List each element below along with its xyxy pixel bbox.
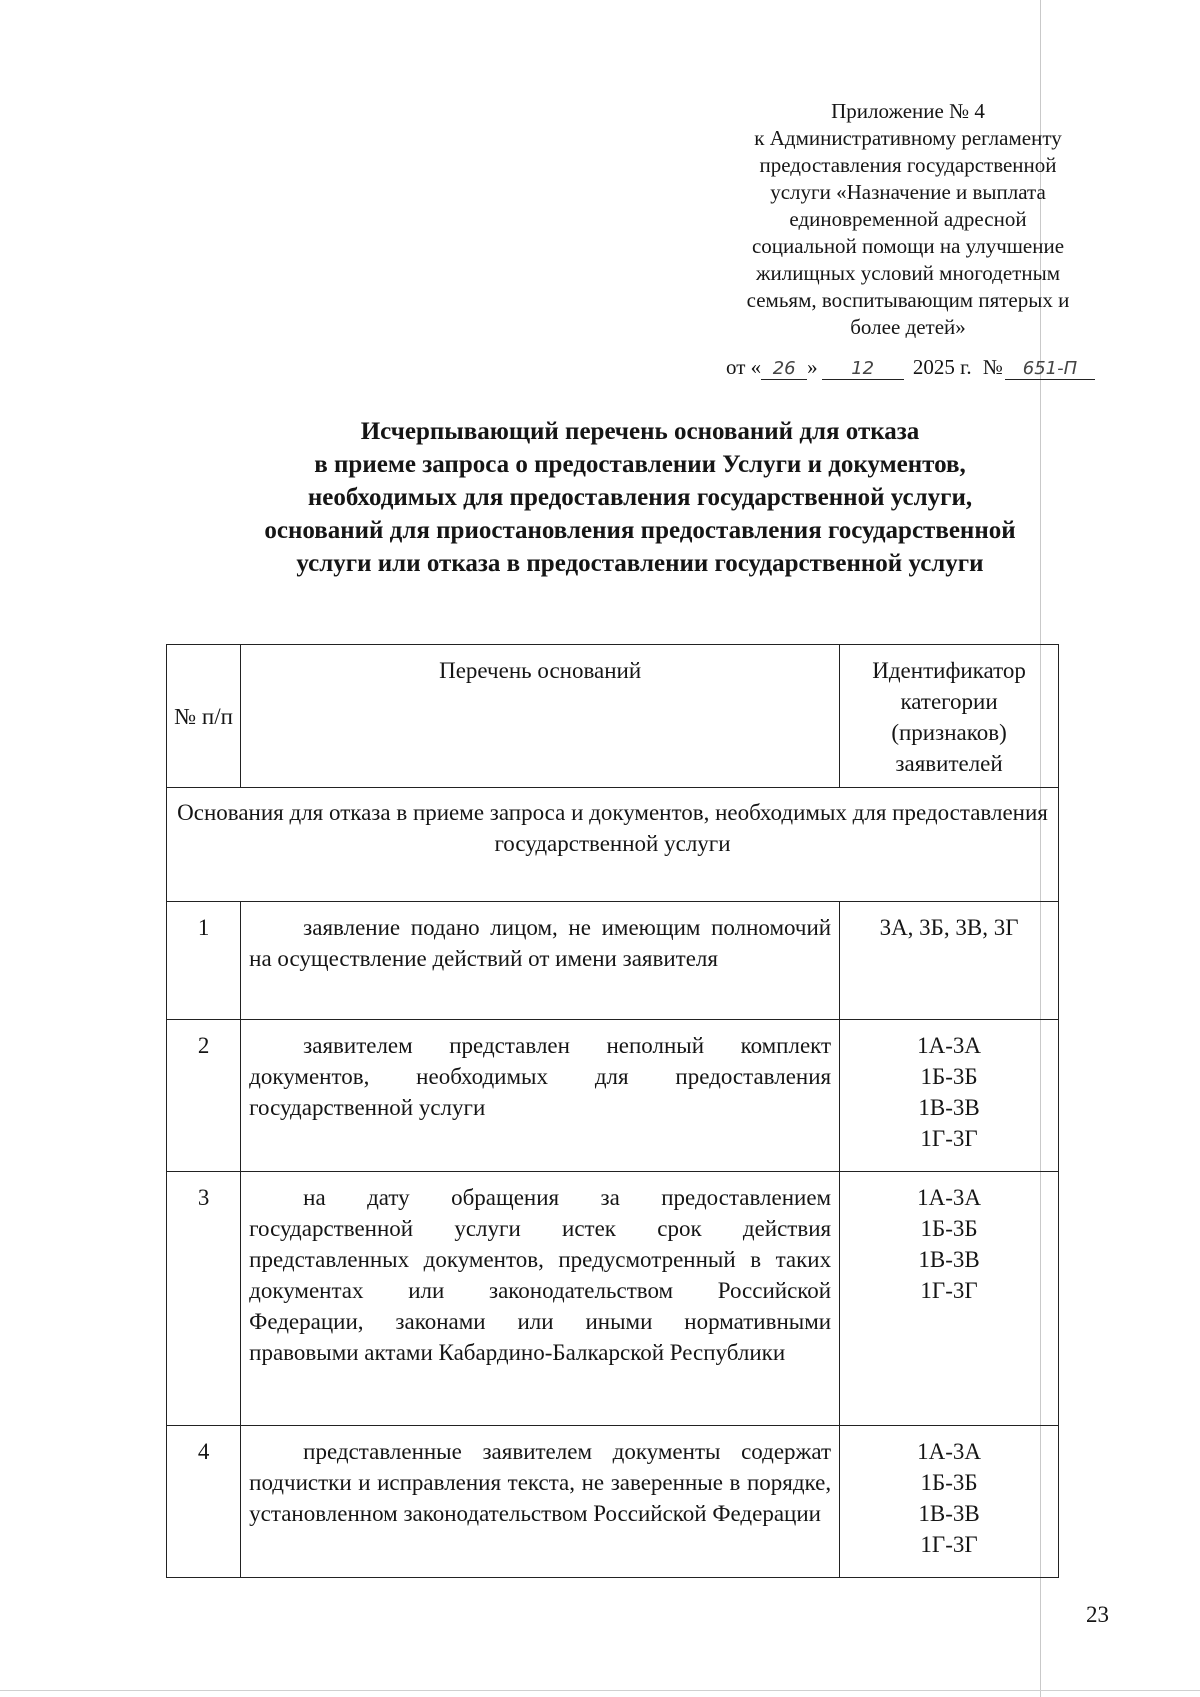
appendix-line: услуги «Назначение и выплата xyxy=(770,180,1046,204)
header-num: № п/п xyxy=(167,645,241,788)
scan-bottom-line xyxy=(0,1690,1200,1691)
row-identifiers xyxy=(840,1426,1059,1578)
heading-line: оснований для приостановления предоставления государственной xyxy=(264,517,1016,544)
appendix-block xyxy=(668,98,1148,341)
row-number: 2 xyxy=(167,1020,241,1172)
row-number: 4 xyxy=(167,1426,241,1578)
heading-line: необходимых для предоставления государственной услуги, xyxy=(307,484,973,511)
date-mid: » xyxy=(807,355,818,379)
identifier-value: 1Г-3Г xyxy=(920,1126,978,1151)
heading-line: в приеме запроса о предоставлении Услуги и документов, xyxy=(314,451,966,478)
identifier-value: 1Б-3Б xyxy=(920,1470,978,1495)
row-text-cell xyxy=(241,902,840,1020)
heading-line: Исчерпывающий перечень оснований для отказа xyxy=(360,418,920,445)
appendix-line: единовременной адресной xyxy=(789,207,1027,231)
appendix-line: жилищных условий многодетным xyxy=(755,261,1060,285)
row-number: 3 xyxy=(167,1172,241,1426)
date-year: 2025 г. xyxy=(912,355,972,379)
row-identifiers xyxy=(840,902,1059,1020)
identifier-value: 1А-3А xyxy=(917,1185,981,1210)
identifier-value: 1Г-3Г xyxy=(920,1532,978,1557)
appendix-line: семьям, воспитывающим пятерых и xyxy=(746,288,1070,312)
handwritten-month: 12 xyxy=(822,358,904,380)
row-text: на дату обращения за предоставлением государственной услуги истек срок действия представленных документов, предусмотренный в таких документах или законодательством Российской Федерации, законами или иными нормативными правовыми актами Кабардино-Балкарской Республики xyxy=(249,1185,832,1365)
appendix-line: Приложение № 4 xyxy=(831,99,985,123)
row-text-cell xyxy=(241,1172,840,1426)
table-header-row xyxy=(167,645,1059,788)
row-text-cell xyxy=(241,1020,840,1172)
row-text-cell xyxy=(241,1426,840,1578)
row-identifiers xyxy=(840,1172,1059,1426)
identifier-value: 1А-3А xyxy=(917,1033,981,1058)
handwritten-number: 651-П xyxy=(1005,358,1095,380)
identifier-value: 1Б-3Б xyxy=(920,1216,978,1241)
row-identifiers xyxy=(840,1020,1059,1172)
resolution-date-line xyxy=(726,355,1095,380)
appendix-line: к Административному регламенту xyxy=(754,126,1062,150)
date-prefix: от « xyxy=(726,355,762,379)
row-text: заявителем представлен неполный комплект документов, необходимых для предоставления государственной услуги xyxy=(249,1033,832,1120)
identifier-value: 1Б-3Б xyxy=(920,1064,978,1089)
section-title: Основания для отказа в приеме запроса и документов, необходимых для предоставления государственной услуги xyxy=(167,788,1059,902)
handwritten-day: 26 xyxy=(761,358,807,380)
header-grounds: Перечень оснований xyxy=(241,645,840,788)
heading-line: услуги или отказа в предоставлении государственной услуги xyxy=(296,550,984,577)
appendix-line: более детей» xyxy=(850,315,966,339)
row-text: представленные заявителем документы содержат подчистки и исправления текста, не заверенные в порядке, установленном законодательством Российской Федерации xyxy=(249,1439,832,1526)
document-heading xyxy=(200,415,1080,580)
table-row xyxy=(167,1020,1059,1172)
table-row xyxy=(167,1426,1059,1578)
table-row xyxy=(167,1172,1059,1426)
table-row xyxy=(167,902,1059,1020)
appendix-line: социальной помощи на улучшение xyxy=(751,234,1065,258)
page-number: 23 xyxy=(1086,1602,1109,1627)
grounds-table xyxy=(166,644,1059,1578)
row-text: заявление подано лицом, не имеющим полномочий на осуществление действий от имени заявителя xyxy=(249,915,832,971)
header-identifier: Идентификатор категории (признаков) заявителей xyxy=(840,645,1059,788)
appendix-line: предоставления государственной xyxy=(759,153,1057,177)
identifier-value: 1А-3А xyxy=(917,1439,981,1464)
identifier-value: 1В-3В xyxy=(918,1247,980,1272)
row-number: 1 xyxy=(167,902,241,1020)
identifier-value: 1Г-3Г xyxy=(920,1278,978,1303)
identifier-value: 1В-3В xyxy=(918,1501,980,1526)
number-label: № xyxy=(982,355,1003,379)
identifier-value: 3А, 3Б, 3В, 3Г xyxy=(879,915,1019,940)
identifier-value: 1В-3В xyxy=(918,1095,980,1120)
section-row xyxy=(167,788,1059,902)
